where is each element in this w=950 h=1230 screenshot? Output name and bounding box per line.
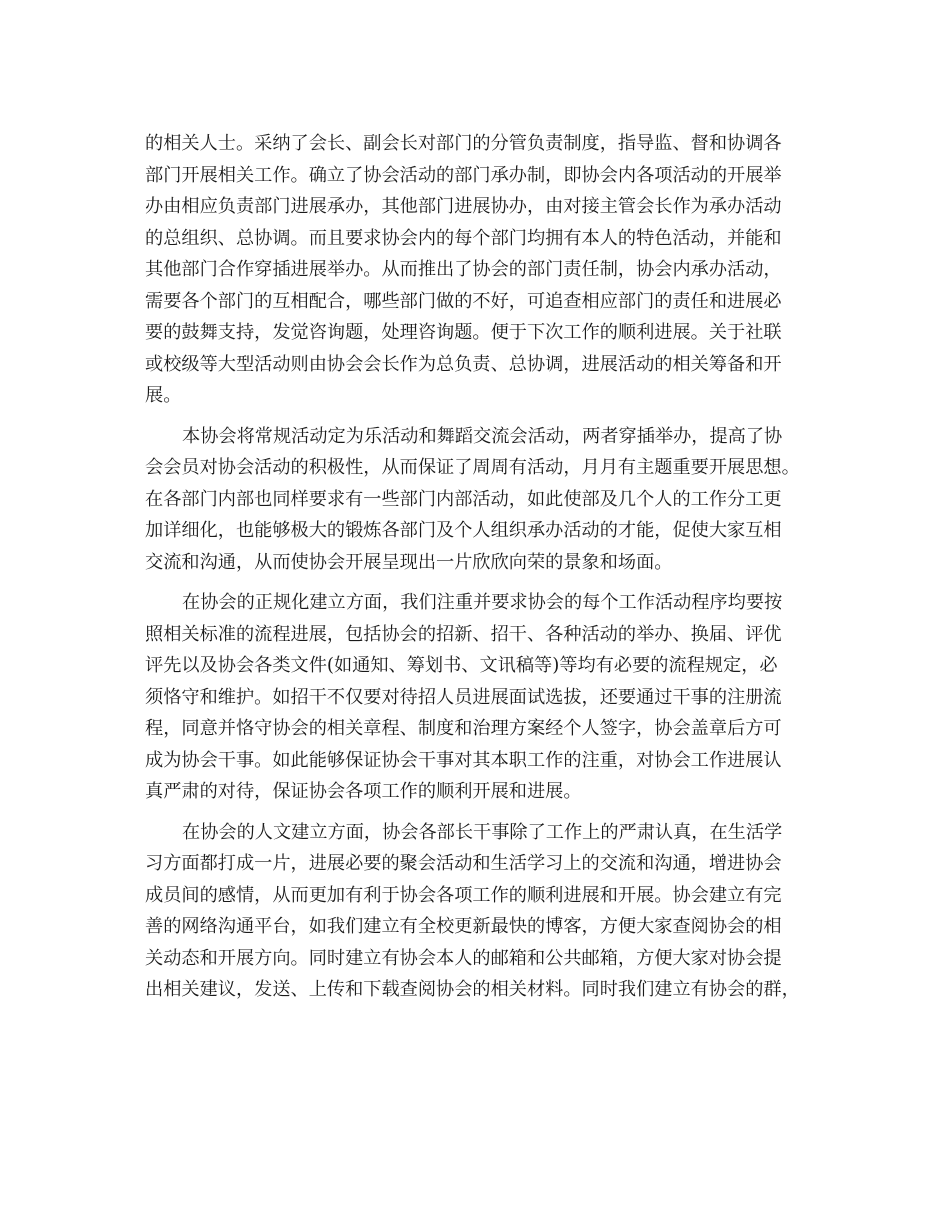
document-body (145, 128, 810, 1006)
text-line: 其他部门合作穿插进展举办。从而推出了协会的部门责任制，协会内承办活动， (145, 259, 782, 280)
text-line: 的相关人士。采纳了会长、副会长对部门的分管负责制度，指导监、督和协调各 (145, 133, 782, 154)
text-line: 办由相应负责部门进展承办，其他部门进展协办，由对接主管会长作为承办活动 (145, 196, 782, 217)
text-line: 程，同意并恪守协会的相关章程、制度和治理方案经个人签字，协会盖章后方可 (145, 718, 782, 739)
text-line: 展。 (145, 385, 182, 406)
text-line: 习方面都打成一片，进展必要的聚会活动和生活学习上的交流和沟通，增进协会 (145, 853, 782, 874)
paragraph (145, 421, 810, 579)
text-line: 需要各个部门的互相配合，哪些部门做的不好，可追查相应部门的责任和进展必 (145, 290, 782, 312)
text-line: 须恪守和维护。如招干不仅要对待招人员进展面试选拔，还要通过干事的注册流 (145, 686, 782, 708)
text-line: 出相关建议，发送、上传和下载查阅协会的相关材料。同时我们建立有协会的群， (145, 979, 800, 1000)
paragraph (145, 817, 810, 1006)
text-line: 关动态和开展方向。同时建立有协会本人的邮箱和公共邮箱，方便大家对协会提 (145, 947, 782, 969)
text-line: 会会员对协会活动的积极性，从而保证了周周有活动，月月有主题重要开展思想。 (145, 457, 800, 478)
text-line: 或校级等大型活动则由协会会长作为总负责、总协调，进展活动的相关筹备和开 (145, 353, 782, 375)
text-line: 真严肃的对待，保证协会各项工作的顺利开展和进展。 (145, 781, 582, 802)
paragraph (145, 128, 810, 412)
text-line: 交流和沟通，从而使协会开展呈现出一片欣欣向荣的景象和场面。 (145, 551, 673, 573)
text-line: 本协会将常规活动定为乐活动和舞蹈交流会活动，两者穿插举办，提高了协 (182, 425, 783, 447)
text-line: 在协会的人文建立方面，协会各部长干事除了工作上的严肃认真，在生活学 (182, 821, 783, 843)
text-line: 的总组织、总协调。而且要求协会内的每个部门均拥有本人的特色活动，并能和 (145, 227, 782, 249)
text-line: 评先以及协会各类文件(如通知、筹划书、文讯稿等)等均有必要的流程规定，必 (145, 655, 778, 676)
text-line: 在协会的正规化建立方面，我们注重并要求协会的每个工作活动程序均要按 (182, 592, 783, 613)
text-line: 照相关标准的流程进展，包括协会的招新、招干、各种活动的举办、换届、评优 (145, 623, 782, 645)
paragraph (145, 587, 810, 808)
text-line: 部门开展相关工作。确立了协会活动的部门承办制，即协会内各项活动的开展举 (145, 164, 782, 186)
text-line: 加详细化，也能够极大的锻炼各部门及个人组织承办活动的才能，促使大家互相 (145, 520, 782, 541)
text-line: 在各部门内部也同样要求有一些部门内部活动，如此使部及几个人的工作分工更 (145, 488, 782, 510)
text-line: 要的鼓舞支持，发觉咨询题，处理咨询题。便于下次工作的顺利进展。关于社联 (145, 322, 782, 343)
text-line: 成为协会干事。如此能够保证协会干事对其本职工作的注重，对协会工作进展认 (145, 749, 782, 771)
text-line: 成员间的感情，从而更加有利于协会各项工作的顺利进展和开展。协会建立有完 (145, 884, 782, 906)
text-line: 善的网络沟通平台，如我们建立有全校更新最快的博客，方便大家查阅协会的相 (145, 916, 782, 937)
